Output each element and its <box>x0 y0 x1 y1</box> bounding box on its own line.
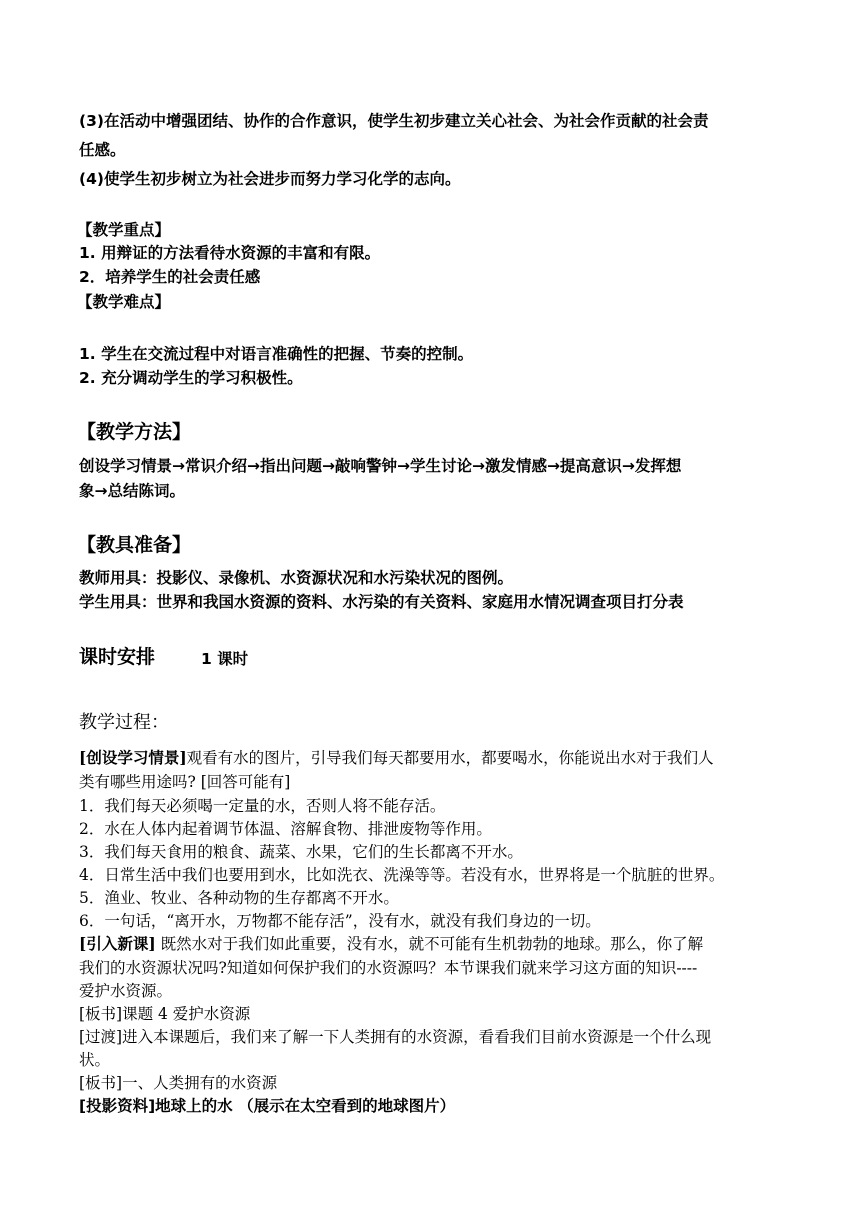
new-lesson-tag: [引入新课] <box>79 934 156 953</box>
projection-line <box>79 1096 455 1116</box>
transition-line-2: 状。 <box>79 1051 111 1069</box>
difficulty-1: 1. 学生在交流过程中对语言准确性的把握、节奏的控制。 <box>79 345 474 363</box>
projection-tag: [投影资料] <box>79 1097 156 1115</box>
methods-heading: 【教学方法】 <box>77 421 192 443</box>
tools-student: 学生用具：世界和我国水资源的资料、水污染的有关资料、家庭用水情况调查项目打分表 <box>79 593 684 611</box>
new-lesson-text: 既然水对于我们如此重要，没有水，就不可能有生机勃勃的地球。那么，你了解 <box>155 935 704 953</box>
difficulty-2: 2. 充分调动学生的学习积极性。 <box>79 369 303 387</box>
answer-3: 3．我们每天食用的粮食、蔬菜、水果，它们的生长都离不开水。 <box>79 843 523 861</box>
answer-4: 4．日常生活中我们也要用到水，比如洗衣、洗澡等等。若没有水，世界将是一个肮脏的世界。 <box>79 866 725 884</box>
objective-3-line-1: (3)在活动中增强团结、协作的合作意识，使学生初步建立关心社会、为社会作贡献的社会责 <box>79 112 709 130</box>
projection-text: 地球上的水 （展示在太空看到的地球图片） <box>155 1097 456 1115</box>
key-points-heading: 【教学重点】 <box>77 221 171 239</box>
difficulties-heading: 【教学难点】 <box>77 293 171 311</box>
intro-line-1 <box>79 748 714 768</box>
methods-line-2: 象→总结陈词。 <box>79 482 185 500</box>
intro-line-2: 类有哪些用途吗? [回答可能有] <box>79 773 291 791</box>
board-note-1: [板书]课题 4 爱护水资源 <box>79 1005 251 1023</box>
schedule-label: 课时安排 <box>79 646 156 668</box>
new-lesson-line-2: 我们的水资源状况吗?知道如何保护我们的水资源吗？本节课我们就来学习这方面的知识---- <box>79 959 698 977</box>
schedule-value: 1 课时 <box>201 650 249 668</box>
methods-line-1: 创设学习情景→常识介绍→指出问题→敲响警钟→学生讨论→激发情感→提高意识→发挥想 <box>79 457 682 475</box>
new-lesson-line-1 <box>79 934 703 954</box>
transition-line-1: [过渡]进入本课题后，我们来了解一下人类拥有的水资源，看看我们目前水资源是一个什么现 <box>79 1028 712 1046</box>
answer-6: 6．一句话，“离开水，万物都不能存活”，没有水，就没有我们身边的一切。 <box>79 912 601 930</box>
intro-tag: [创设学习情景] <box>79 748 187 767</box>
tools-heading: 【教具准备】 <box>77 534 192 556</box>
tools-teacher: 教师用具：投影仪、录像机、水资源状况和水污染状况的图例。 <box>79 569 514 587</box>
board-note-2: [板书]一、人类拥有的水资源 <box>79 1074 278 1092</box>
new-lesson-line-3: 爱护水资源。 <box>79 982 173 1000</box>
objective-4: (4)使学生初步树立为社会进步而努力学习化学的志向。 <box>79 170 461 188</box>
answer-2: 2．水在人体内起着调节体温、溶解食物、排泄废物等作用。 <box>79 820 492 838</box>
objective-3-line-2: 任感。 <box>79 141 126 159</box>
key-point-1: 1. 用辩证的方法看待水资源的丰富和有限。 <box>79 244 381 262</box>
intro-text: 观看有水的图片，引导我们每天都要用水，都要喝水，你能说出水对于我们人 <box>186 749 714 767</box>
answer-1: 1．我们每天必须喝一定量的水，否则人将不能存活。 <box>79 797 446 815</box>
answer-5: 5．渔业、牧业、各种动物的生存都离不开水。 <box>79 889 399 907</box>
key-point-2: 2．培养学生的社会责任感 <box>79 268 261 286</box>
process-heading: 教学过程： <box>79 712 169 733</box>
